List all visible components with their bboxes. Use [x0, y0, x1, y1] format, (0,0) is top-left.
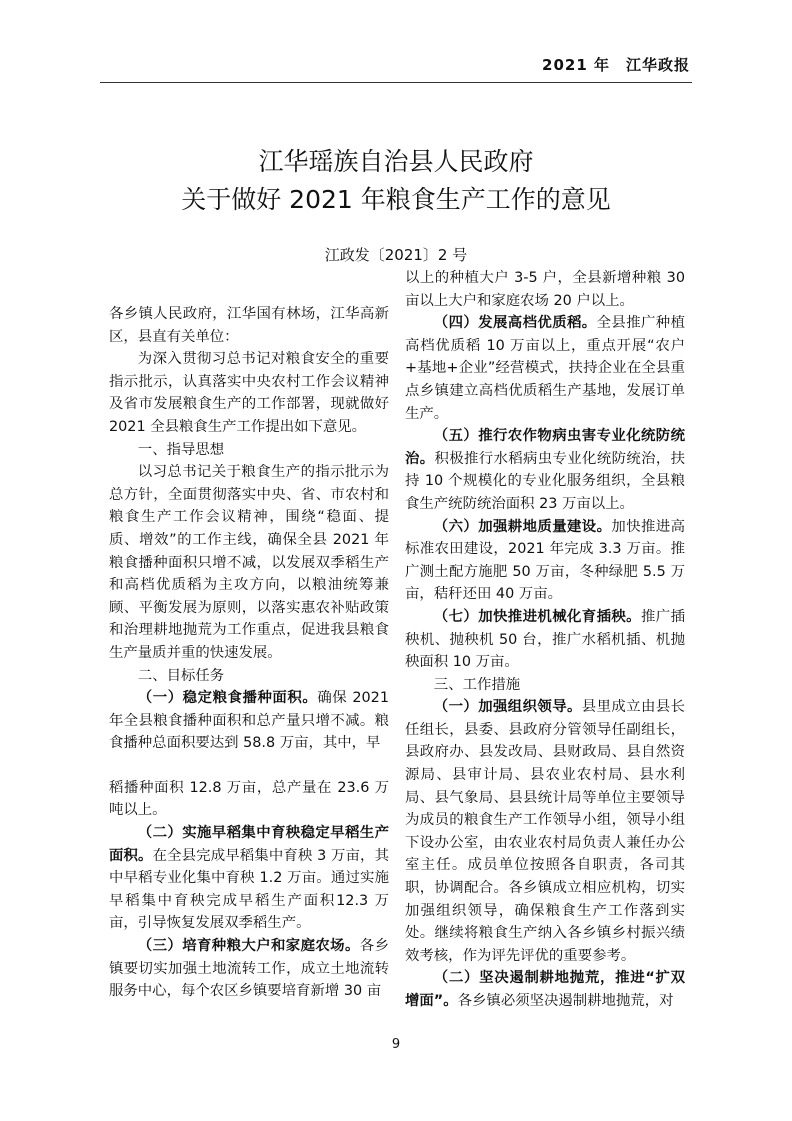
left-column — [109, 303, 389, 1003]
section-heading-targets: 二、目标任务 — [137, 667, 225, 684]
guiding-thought-paragraph: 以习总书记关于粮食生产的指示批示为总方针，全面贯彻落实中央、省、市农村和粮食生产工作会议精神，围绕“稳面、提质、增效”的工作主线，确保全县 2021 年粮食播种面积只增不减，以发展双季稻生产和高档优质稻为主攻方向，以粮油统筹兼顾、平衡发展为原则，以落实惠农补贴政策和治理耕地抛荒为工作重点，促进我县粮食生产量质并重的快速发展。 — [109, 464, 389, 661]
target-item-7 — [405, 606, 685, 674]
target-item-2 — [109, 822, 389, 935]
section-heading-guiding-thought: 一、指导思想 — [137, 441, 225, 458]
measure-item-1-heading: （一）加强组织领导。 — [433, 699, 582, 716]
target-item-4-text: 全县推广种植高档优质稻 10 万亩以上，重点开展“农户+基地+企业”经营模式，扶持企业在全县重点乡镇建立高档优质稻生产基地，发展订单生产。 — [405, 315, 685, 422]
intro-paragraph: 为深入贯彻习总书记对粮食安全的重要指示批示，认真落实中央农村工作会议精神及省市发展粮食生产的工作部署，现就做好 2021 全县粮食生产工作提出如下意见。 — [109, 351, 389, 435]
target-item-4-heading: （四）发展高档优质稻。 — [433, 315, 597, 332]
target-item-2-heading: （二）实施早稻集中育秧稳定早稻生产面积。 — [109, 825, 389, 864]
target-item-7-heading: （七）加快推进机械化育插秧。 — [433, 608, 641, 625]
measure-item-2-heading: （二）坚决遏制耕地抛荒，推进“扩双增面”。 — [405, 970, 685, 1009]
salutation: 各乡镇人民政府，江华国有林场，江华高新区，县直有关单位： — [109, 306, 389, 345]
measure-item-1 — [405, 696, 685, 967]
page-number: 9 — [391, 1037, 401, 1052]
target-item-5-heading: （五）推行农作物病虫害专业化统防统治。 — [405, 428, 685, 467]
target-item-3-text: 各乡镇要切实加强土地流转工作，成立土地流转服务中心，每个农区乡镇要培育新增 30 亩 — [109, 938, 389, 1000]
measure-item-1-text: 县里成立由县长任组长，县委、县政府分管领导任副组长，县政府办、县发改局、县财政局、县自然资源局、县审计局、县农业农村局、县水利局、县气象局、县县统计局等单位主要领导为成员的粮食生产工作领导小组，领导小组下设办公室，由农业农村局负责人兼任办公室主任。成员单位按照各自职责，各司其职，协调配合。各乡镇成立相应机构，切实加强组织领导，确保粮食生产工作落到实处。继续将粮食生产纳入各乡镇乡村振兴绩效考核，作为评先评优的重要参考。 — [405, 699, 685, 964]
target-item-5 — [405, 425, 685, 515]
target-item-1-text-a: 确保 2021 年全县粮食播种面积和总产量只增不减。粮食播种总面积要达到 58.8 万亩，其中，早 — [109, 690, 389, 752]
target-item-3 — [109, 935, 389, 1003]
target-item-4 — [405, 312, 685, 425]
target-item-6-text: 加快推进高标准农田建设，2021 年完成 3.3 万亩。推广测土配方施肥 50 万亩，冬种绿肥 5.5 万亩，秸秆还田 40 万亩。 — [405, 518, 685, 603]
target-item-6-heading: （六）加强耕地质量建设。 — [433, 518, 612, 535]
target-item-3-continuation: 以上的种植大户 3-5 户，全县新增种粮 30 亩以上大户和家庭农场 20 户以上。 — [405, 270, 685, 309]
target-item-3-heading: （三）培育种粮大户和家庭农场。 — [137, 938, 360, 955]
target-item-2-text: 在全县完成早稻集中育秧 3 万亩，其中早稻专业化集中育秧 1.2 万亩。通过实施早稻集中育秧完成早稻生产面积12.3 万亩，引导恢复发展双季稻生产。 — [109, 847, 389, 932]
header-divider — [100, 82, 692, 83]
measure-item-2 — [405, 967, 685, 1012]
measure-item-2-text: 各乡镇必须坚决遏制耕地抛荒，对 — [457, 993, 674, 1009]
section-heading-measures: 三、工作措施 — [433, 676, 521, 693]
target-item-1-heading: （一）稳定粮食播种面积。 — [137, 690, 318, 707]
target-item-6 — [405, 516, 685, 606]
right-column — [405, 267, 685, 1013]
target-item-1 — [109, 687, 389, 755]
target-item-7-text: 推广插秧机、抛秧机 50 台，推广水稻机插、机抛秧面积 10 万亩。 — [405, 608, 685, 671]
journal-header: 2021 年 江华政报 — [542, 56, 690, 74]
document-number: 江政发〔2021〕2 号 — [324, 246, 468, 264]
document-title-line-1: 江华瑶族自治县人民政府 — [258, 147, 534, 176]
paragraph-gap — [109, 755, 389, 777]
target-item-5-text: 积极推行水稻病虫专业化统防统治，扶持 10 个规模化的专业化服务组织，全县粮食生产统防统治面积 23 万亩以上。 — [405, 450, 685, 512]
document-title-line-2: 关于做好 2021 年粮食生产工作的意见 — [181, 185, 611, 214]
target-item-1-text-b: 稻播种面积 12.8 万亩，总产量在 23.6 万吨以上。 — [109, 779, 389, 819]
